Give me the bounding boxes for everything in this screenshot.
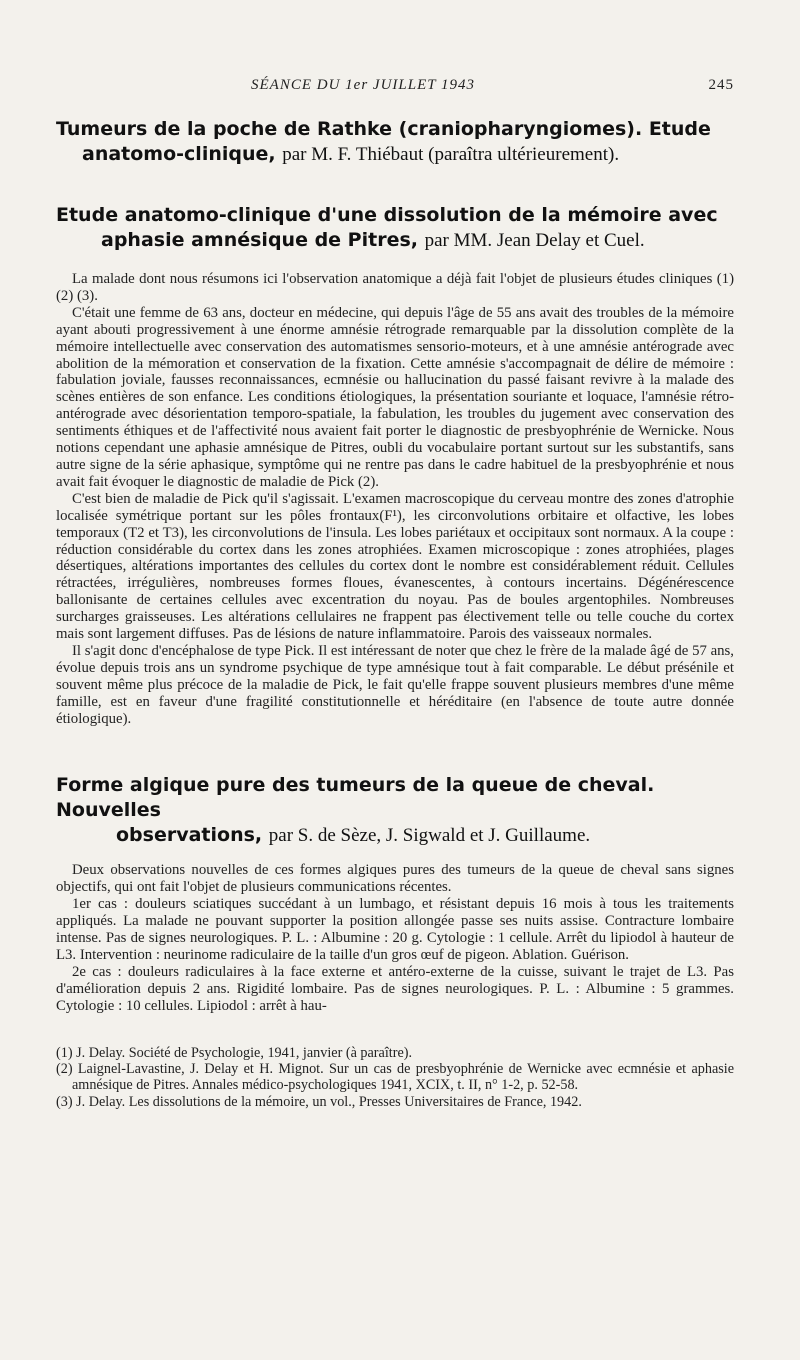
section-1-title-line2: anatomo-clinique, [82, 143, 276, 165]
section-3-title-line1: Forme algique pure des tumeurs de la queue de cheval. Nouvelles [56, 774, 655, 822]
section-2-byline: par MM. Jean Delay et Cuel. [424, 230, 645, 251]
page-number: 245 [708, 77, 734, 93]
section-2-paragraph: C'était une femme de 63 ans, docteur en médecine, qui depuis l'âge de 55 ans avait des troubles de la mémoire ayant abouti progressivement à une énorme amnésie rétrograde remarquable par la dissolution complète de la mémoire intellectuelle avec conservation des automatismes sensorio-moteurs, et à une amnésie antérograde avec abolition de la mémoration et conservation de la fixation. Cette amnésie s'accompagnait de délire de mémoire : fabulation joviale, fausses reconnaissances, ecmnésie ou hallucination du passé faisant revivre à la malade des scènes entières de son enfance. Les conditions étiologiques, la présentation souriante et loquace, l'amnésie rétro-antérograde avec désorientation temporo-spatiale, la fabulation, les troubles du jugement avec conservation des sentiments éthiques et de l'affectivité nous avaient fait porter le diagnostic de presbyophrénie de Wernicke. Nous notions cependant une aphasie amnésique de Pitres, oubli du vocabulaire portant surtout sur les substantifs, sans autre signe de la série aphasique, symptôme qui ne rentre pas dans le cadre habituel de la presbyophrénie et nous avait fait évoquer le diagnostic de maladie de Pick (2). [56, 304, 734, 490]
section-1-byline: par M. F. Thiébaut (paraîtra ultérieurement). [282, 144, 620, 165]
section-1-heading [56, 117, 734, 167]
footnote: (1) J. Delay. Société de Psychologie, 1941, janvier (à paraître). [56, 1044, 413, 1061]
section-1-title-line2-wrap [56, 142, 734, 167]
section-2-paragraph: Il s'agit donc d'encéphalose de type Pick. Il est intéressant de noter que chez le frère de la malade âgé de 57 ans, évolue depuis trois ans un syndrome psychique de type amnésique tout à fait comparable. Le début présénile et souvent même plus précoce de la maladie de Pick, le fait qu'elle frappe souvent plusieurs membres d'une même famille, est en faveur d'une fragilité constitutionnelle et héréditaire (en l'absence de toute autre donnée étiologique). [56, 642, 734, 727]
section-3-paragraph: Deux observations nouvelles de ces formes algiques pures des tumeurs de la queue de cheval sans signes objectifs, qui ont fait l'objet de plusieurs communications récentes. [56, 862, 734, 896]
section-3-byline: par S. de Sèze, J. Sigwald et J. Guillaume. [268, 825, 591, 847]
section-2-heading [56, 203, 734, 253]
footnotes [56, 1045, 734, 1111]
section-2-title-line1: Etude anatomo-clinique d'une dissolution de la mémoire avec [56, 204, 718, 226]
section-1-title-line1: Tumeurs de la poche de Rathke (craniopharyngiomes). Etude [56, 118, 711, 140]
section-3-title-line2: observations, [116, 824, 263, 847]
section-3-paragraph: 2e cas : douleurs radiculaires à la face externe et antéro-externe de la cuisse, suivant le trajet de L3. Pas d'amélioration depuis 2 ans. Rigidité lombaire. Pas de signes neurologiques. P. L. : Albumine : 5 grammes. Cytologie : 10 cellules. Lipiodol : arrêt à hau- [56, 963, 734, 1014]
section-2-title-line2-wrap [56, 228, 734, 253]
running-header-title: SÉANCE DU 1er JUILLET 1943 [251, 77, 476, 93]
running-header [56, 75, 734, 99]
footnote: (3) J. Delay. Les dissolutions de la mémoire, un vol., Presses Universitaires de France, 1942. [56, 1093, 582, 1110]
section-2-paragraph: C'est bien de maladie de Pick qu'il s'agissait. L'examen macroscopique du cerveau montre des zones d'atrophie localisée symétrique portant sur les pôles frontaux(F¹), les circonvolutions orbitaire et olfactive, les lobes temporaux (T2 et T3), les circonvolutions de l'insula. Les lobes pariétaux et occipitaux sont normaux. A la coupe : réduction considérable du cortex dans les zones atrophiées. Examen microscopique : zones atrophiées, plages désertiques, altérations importantes des cellules du cortex dont le nombre est considérablement réduit. Cellules rétractées, irrégulières, nombreuses formes floues, évanescentes, à contours incertains. Dégénérescence ballonisante de certaines cellules avec excentration du noyau. Pas de boules argentophiles. Nombreuses surcharges graisseuses. Les altérations cellulaires ne frappent pas électivement telle ou telle couche du cortex mais sont largement diffuses. Pas de lésions de nature inflammatoire. Parois des vaisseaux normales. [56, 490, 734, 643]
section-2-paragraph: La malade dont nous résumons ici l'observation anatomique a déjà fait l'objet de plusieurs études cliniques (1) (2) (3). [56, 271, 734, 304]
section-3-heading [56, 773, 734, 848]
footnote: (2) Laignel-Lavastine, J. Delay et H. Mignot. Sur un cas de presbyophrénie de Wernicke avec ecmnésie et aphasie amnésique de Pitres. Annales médico-psychologiques 1941, XCIX, t. II, n° 1-2, p. 52-58. [56, 1061, 734, 1094]
section-2-title-line2: aphasie amnésique de Pitres, [101, 229, 418, 251]
section-3-body [56, 862, 734, 1014]
section-2-body [56, 271, 734, 727]
section-3-paragraph: 1er cas : douleurs sciatiques succédant à un lumbago, et résistant depuis 16 mois à tous les traitements appliqués. La malade ne pouvant supporter la position allongée passe ses nuits assise. Contracture lombaire intense. Pas de signes neurologiques. P. L. : Albumine : 20 g. Cytologie : 1 cellule. Arrêt du lipiodol à hauteur de L3. Intervention : neurinome radiculaire de la taille d'un gros œuf de pigeon. Ablation. Guérison. [56, 896, 734, 963]
section-3-title-line2-wrap [56, 823, 734, 848]
